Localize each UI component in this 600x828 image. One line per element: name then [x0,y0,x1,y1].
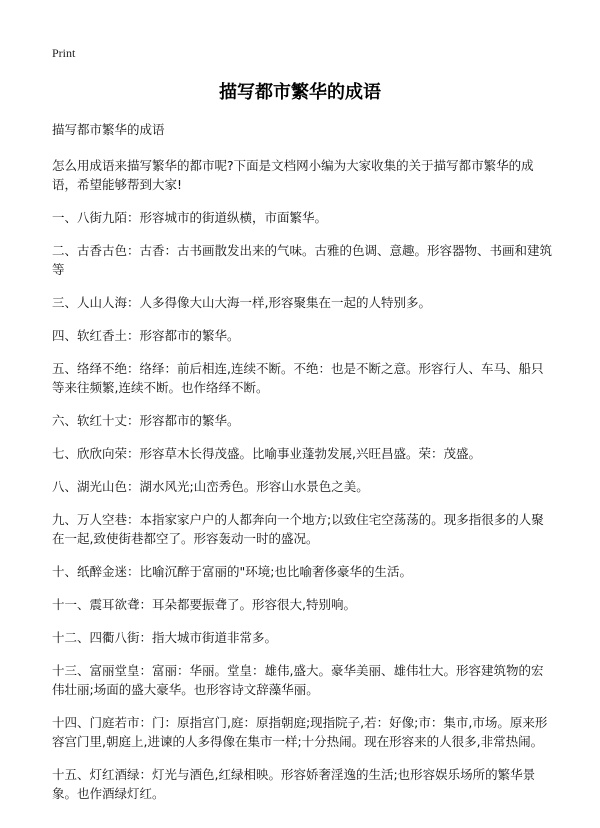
idiom-paragraph: 二、古香古色：古香：古书画散发出来的气味。古雅的色调、意趣。形容器物、书画和建筑等 [52,243,553,277]
idiom-paragraph: 八、湖光山色：湖水风光;山峦秀色。形容山水景色之美。 [52,479,369,494]
idiom-paragraph: 一、八街九陌：形容城市的街道纵横，市面繁华。 [52,210,328,225]
idiom-paragraph: 五、络绎不绝：络绎：前后相连,连续不断。不绝：也是不断之意。形容行人、车马、船只等来往频繁,连续不断。也作络绎不断。 [52,361,544,395]
page-title: 描写都市繁华的成语 [219,82,381,103]
idiom-paragraph: 六、软红十丈：形容都市的繁华。 [52,413,240,428]
print-link[interactable]: Print [52,46,76,60]
idiom-paragraph: 七、欣欣向荣：形容草木长得茂盛。比喻事业蓬勃发展,兴旺昌盛。荣：茂盛。 [52,446,481,461]
idiom-paragraph: 十、纸醉金迷：比喻沉醉于富丽的"环境;也比喻奢侈豪华的生活。 [52,564,412,579]
idiom-paragraph: 十一、震耳欲聋：耳朵都要振聋了。形容很大,特别响。 [52,597,356,612]
idiom-paragraph: 三、人山人海：人多得像大山大海一样,形容聚集在一起的人特别多。 [52,295,431,310]
idiom-paragraph: 四、软红香土：形容都市的繁华。 [52,328,240,343]
idiom-paragraph: 十三、富丽堂皇：富丽：华丽。堂皇：雄伟,盛大。豪华美丽、雄伟壮大。形容建筑物的宏伟壮丽;场面的盛大豪华。也形容诗文辞藻华丽。 [52,663,544,697]
article-body [52,120,552,817]
idiom-paragraph: 十二、四衢八街：指大城市街道非常多。 [52,630,278,645]
intro-paragraph: 怎么用成语来描写繁华的都市呢?下面是文档网小编为大家收集的关于描写都市繁华的成语，希望能够帮到大家! [52,158,534,192]
idiom-paragraph: 十四、门庭若市：门：原指宫门,庭：原指朝庭;现指院子,若：好像;市：集市,市场。原来形容宫门里,朝庭上,进谏的人多得像在集市一样;十分热闹。现在形容来的人很多,非常热闹。 [52,715,548,749]
article-subtitle: 描写都市繁华的成语 [52,122,165,137]
idiom-paragraph: 十五、灯红酒绿：灯光与酒色,红绿相映。形容娇奢淫逸的生活;也形容娱乐场所的繁华景象。也作酒绿灯红。 [52,767,536,801]
idiom-paragraph: 九、万人空巷：本指家家户户的人都奔向一个地方;以致住宅空荡荡的。现多指很多的人聚在一起,致使街巷都空了。形容轰动一时的盛况。 [52,512,544,546]
